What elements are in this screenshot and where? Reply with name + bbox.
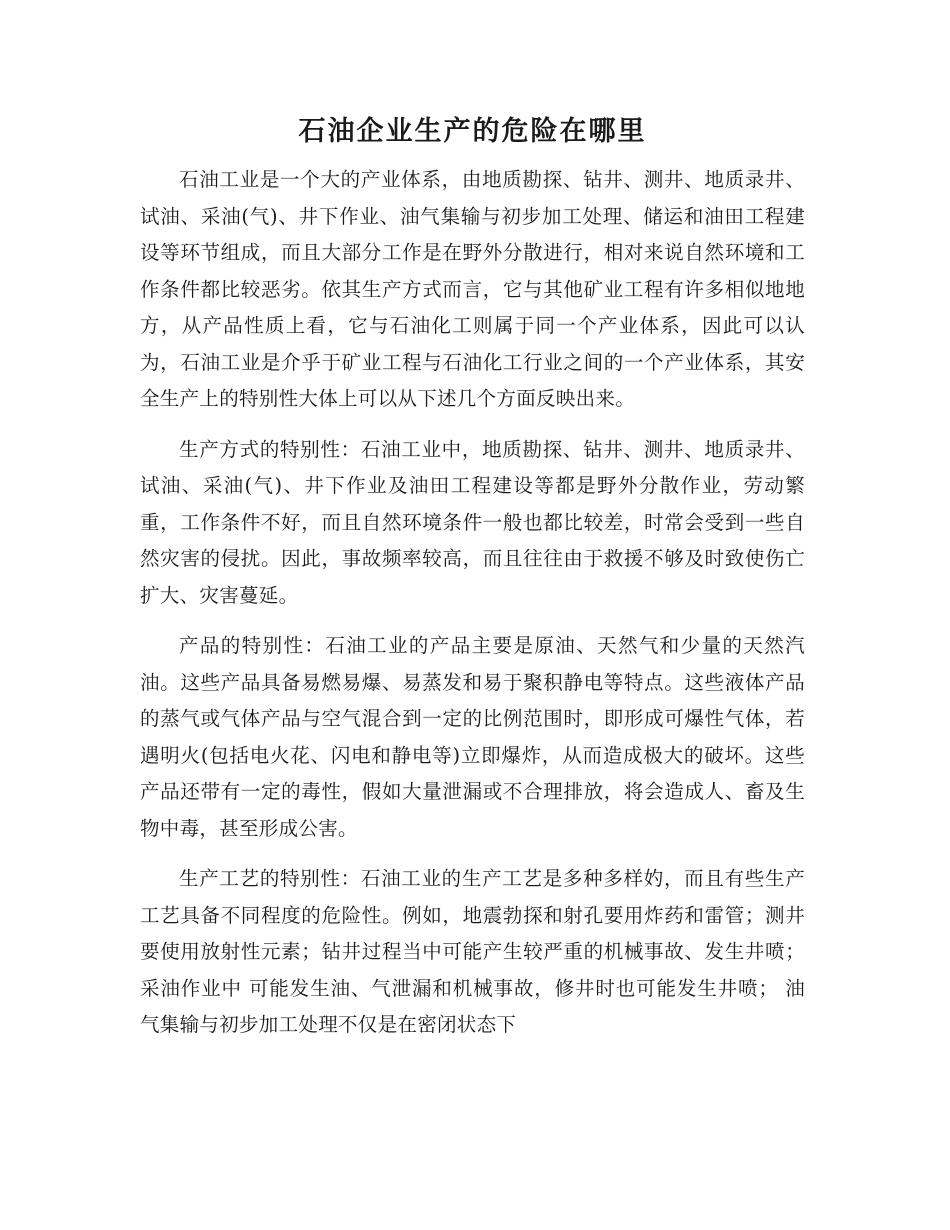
paragraph-product: 产品的特别性：石油工业的产品主要是原油、天然气和少量的天然汽油。这些产品具备易燃易爆、易蒸发和易于聚积静电等特点。这些液体产品的蒸气或气体产品与空气混合到一定的比例范围时，即形成可爆性气体，若遇明火(包括电火花、闪电和静电等)立即爆炸，从而造成极大的破坏。这些产品还带有一定的毒性，假如大量泄漏或不合理排放，将会造成人、畜及生物中毒，甚至形成公害。 [140,634,805,840]
document-title: 石油企业生产的危险在哪里 [298,116,647,147]
paragraph-intro: 石油工业是一个大的产业体系，由地质勘探、钻井、测井、地质录井、试油、采油(气)、井下作业、油气集输与初步加工处理、储运和油田工程建设等环节组成，而且大部分工作是在野外分散进行，相对来说自然环境和工作条件都比较恶劣。依其生产方式而言，它与其他矿业工程有许多相似地地方，从产品性质上看，它与石油化工则属于同一个产业体系，因此可以认为，石油工业是介乎于矿业工程与石油化工行业之间的一个产业体系，其安全生产上的特别性大体上可以从下述几个方面反映出来。 [140,168,805,410]
paragraph-production-mode: 生产方式的特别性：石油工业中，地质勘探、钻井、测井、地质录井、试油、采油(气)、井下作业及油田工程建设等都是野外分散作业，劳动繁重，工作条件不好，而且自然环境条件一般也都比较差，时常会受到一些自然灾害的侵扰。因此，事故频率较高，而且往往由于救援不够及时致使伤亡扩大、灾害蔓延。 [140,437,805,607]
paragraph-process: 生产工艺的特别性：石油工业的生产工艺是多种多样妁，而且有些生产工艺具备不同程度的危险性。例如，地震勃探和射孔要用炸药和雷管；测井要使用放射性元素；钻井过程当中可能产生较严重的机械事故、发生井喷；采油作业中 可能发生油、气泄漏和机械事故，修井时也可能发生井喷； 油气集输与初步加工处理不仅是在密闭状态下 [140,867,805,1036]
document-page [140,110,805,1058]
